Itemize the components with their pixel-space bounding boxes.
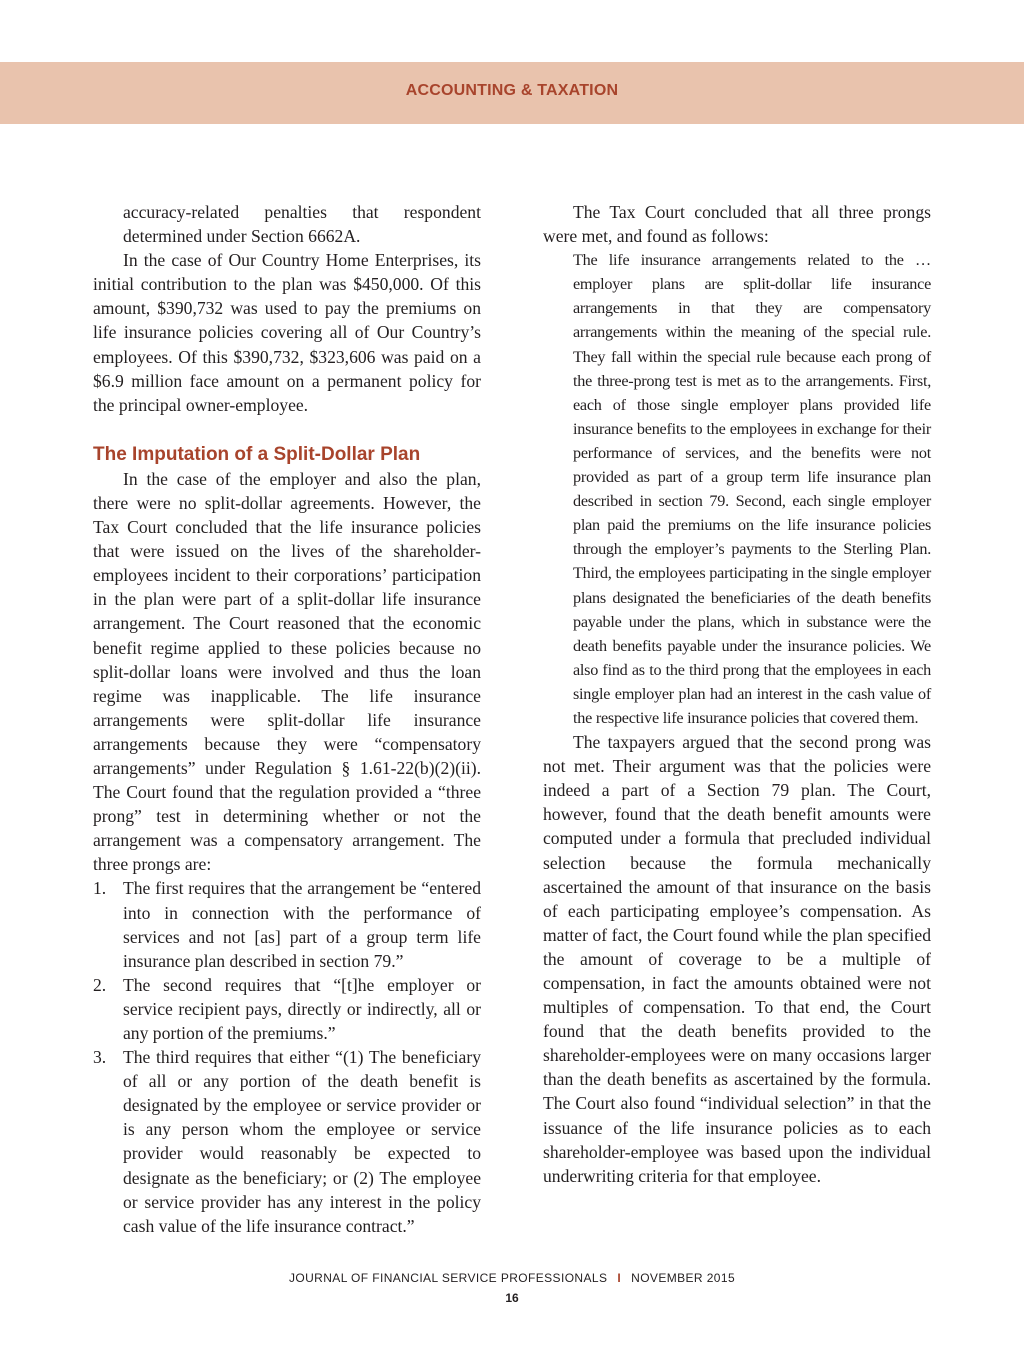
left-column <box>93 200 481 1238</box>
list-item <box>93 876 481 972</box>
page-number: 16 <box>505 1291 519 1305</box>
list-number: 2. <box>93 974 107 995</box>
list-text: The third requires that either “(1) The beneficiary of all or any portion of the death benefit is designated by the employee or service provider or is any person whom the employee or service provider would reasonably be expected to designate as the beneficiary; or (2) The employee or service provider has any interest in the policy cash value of the life insurance contract.” <box>123 1047 481 1236</box>
body-paragraph: In the case of the employer and also the plan, there were no split-dollar agreements. However, the Tax Court concluded that the life insurance policies that were issued on the lives of the shareholder-employees incident to their corporations’ participation in the plan were part of a split-dollar life insurance arrangement. The Court reasoned that the economic benefit regime applied to these policies because no split-dollar loans were involved and thus the loan regime was inapplicable. The life insurance arrangements were split-dollar life insurance arrangements because they were “compensatory arrangements” under Regulation § 1.61-22(b)(2)(ii). The Court found that the regulation provided a “three prong” test in determining whether or not the arrangement was a compensatory arrangement. The three prongs are: <box>93 468 481 875</box>
list-text: The second requires that “[t]he employer or service recipient pays, directly or indirectly, all or any portion of the premiums.” <box>123 974 481 1043</box>
section-heading: The Imputation of a Split-Dollar Plan <box>93 443 421 465</box>
section-banner <box>0 62 1024 124</box>
court-quote: The life insurance arrangements related to the … employer plans are split-dollar life insurance arrangements in that they are compensatory arrangements within the meaning of the special rule. They fall within the special rule because each prong of the three-prong test is met as to the arrangements. First, each of those single employer plans provided life insurance benefits to the employees in exchange for their performance of services, and the benefits were not provided as part of a group term life insurance plan described in section 79. Second, each single employer plan paid the premiums on the life insurance policies through the employer’s payments to the Sterling Plan. Third, the employees participating in the single employer plans designated the beneficiaries of the death benefits payable under the plans, which in substance were the death benefits payable under the insurance policies. We also find as to the third prong that the employees in each single employer plan had an interest in the cash value of the respective life insurance policies that covered them. <box>573 251 931 727</box>
journal-name: JOURNAL OF FINANCIAL SERVICE PROFESSIONALS <box>288 1271 608 1285</box>
footer-separator: I <box>617 1271 622 1285</box>
list-item <box>93 973 481 1045</box>
section-title: ACCOUNTING & TAXATION <box>405 82 619 99</box>
list-item <box>93 1045 481 1238</box>
list-number: 3. <box>93 1047 107 1068</box>
body-paragraph: In the case of Our Country Home Enterprises, its initial contribution to the plan was $450,000. Of this amount, $390,732 was used to pay the premiums on life insurance policies covering all of Our Country’s employees. Of this $390,732, $323,606 was paid on a $6.9 million face amount on a permanent policy for the principal owner-employee. <box>93 250 481 415</box>
list-number: 1. <box>93 878 107 899</box>
continuation-paragraph: accuracy-related penalties that respondent determined under Section 6662A. <box>123 202 481 247</box>
list-text: The first requires that the arrangement be “entered into in connection with the performance of services and not [as] part of a group term life insurance plan described in section 79.” <box>123 878 481 971</box>
issue-date: NOVEMBER 2015 <box>631 1271 736 1285</box>
right-column <box>543 200 931 1188</box>
body-paragraph: The taxpayers argued that the second prong was not met. Their argument was that the policies were indeed a part of a Section 79 plan. The Court, however, found that the death benefit amounts were computed under a formula that precluded individual selection because the formula mechanically ascertained the amount of that insurance on the basis of each participating employee’s compensation. As matter of fact, the Court found while the plan specified the amount of coverage to be a multiple of compensation, in fact the amounts obtained were not multiples of compensation. To that end, the Court found that the death benefits provided to the shareholder-employees were on many occasions larger than the death benefits as ascertained by the formula. The Court also found “individual selection” in that the issuance of the life insurance policies as to each shareholder-employee was based upon the individual underwriting criteria for that employee. <box>543 732 931 1186</box>
journal-footer <box>0 1271 1024 1285</box>
body-paragraph: The Tax Court concluded that all three prongs were met, and found as follows: <box>543 202 931 247</box>
prong-list <box>93 876 481 1237</box>
